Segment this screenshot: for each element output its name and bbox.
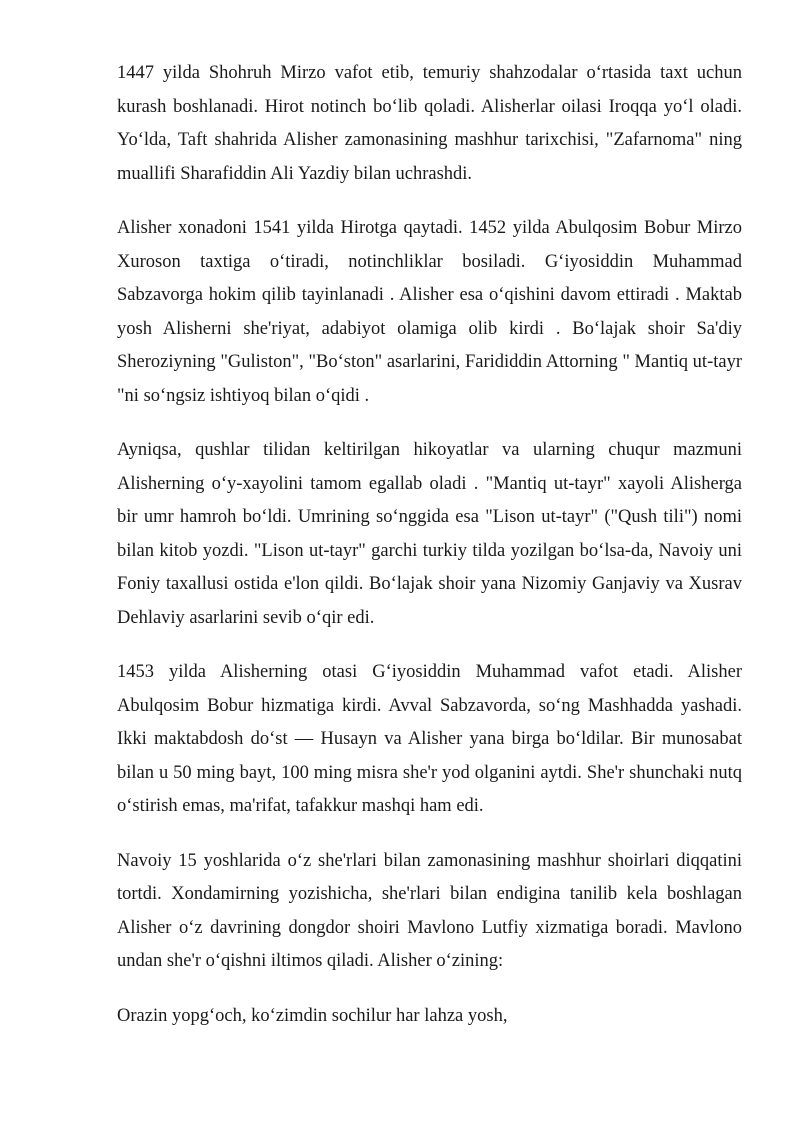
paragraph-3: Ayniqsa, qushlar tilidan keltirilgan hikoyatlar va ularning chuqur mazmuni Alisherning o‘y-xayolini tamom egallab oladi . "Mantiq ut-tayr" xayoli Alisherga bir umr hamroh bo‘ldi. Umrining so‘nggida esa "Lison ut-tayr" ("Qush tili") nomi bilan kitob yozdi. "Lison ut-tayr" garchi turkiy tilda yozilgan bo‘lsa-da, Navoiy uni Foniy taxallusi ostida e'lon qildi. Bo‘lajak shoir yana Nizomiy Ganjaviy va Xusrav Dehlaviy asarlarini sevib o‘qir edi. (117, 440, 742, 628)
paragraph-1: 1447 yilda Shohruh Mirzo vafot etib, temuriy shahzodalar o‘rtasida taxt uchun kurash boshlanadi. Hirot notinch bo‘lib qoladi. Alisherlar oilasi Iroqqa yo‘l oladi. Yo‘lda, Taft shahrida Alisher zamonasining mashhur tarixchisi, "Zafarnoma" ning muallifi Sharafiddin Ali Yazdiy bilan uchrashdi. (117, 63, 742, 184)
paragraph-2: Alisher xonadoni 1541 yilda Hirotga qaytadi. 1452 yilda Abulqosim Bobur Mirzo Xuroson taxtiga o‘tiradi, notinchliklar bosiladi. G‘iyosiddin Muhammad Sabzavorga hokim qilib tayinlanadi . Alisher esa o‘qishini davom ettiradi . Maktab yosh Alisherni she'riyat, adabiyot olamiga olib kirdi . Bo‘lajak shoir Sa'diy Sheroziyning "Guliston", "Bo‘ston" asarlarini, Farididdin Attorning " Mantiq ut-tayr "ni so‘ngsiz ishtiyoq bilan o‘qidi . (117, 218, 742, 406)
document-page (117, 57, 742, 1054)
paragraph-5: Navoiy 15 yoshlarida o‘z she'rlari bilan zamonasining mashhur shoirlari diqqatini tortdi. Xondamirning yozishicha, she'rlari bilan endigina tanilib kela boshlagan Alisher o‘z davrining dongdor shoiri Mavlono Lutfiy xizmatiga boradi. Mavlono undan she'r o‘qishni iltimos qiladi. Alisher o‘zining: (117, 850, 742, 971)
poem-line-1: Orazin yopg‘och, ko‘zimdin sochilur har lahza yosh, (117, 1005, 508, 1026)
paragraph-4: 1453 yilda Alisherning otasi G‘iyosiddin Muhammad vafot etadi. Alisher Abulqosim Bobur hizmatiga kirdi. Avval Sabzavorda, so‘ng Mashhadda yashadi. Ikki maktabdosh do‘st — Husayn va Alisher yana birga bo‘ldilar. Bir munosabat bilan u 50 ming bayt, 100 ming misra she'r yod olganini aytdi. She'r shunchaki nutq o‘stirish emas, ma'rifat, tafakkur mashqi ham edi. (117, 662, 742, 816)
